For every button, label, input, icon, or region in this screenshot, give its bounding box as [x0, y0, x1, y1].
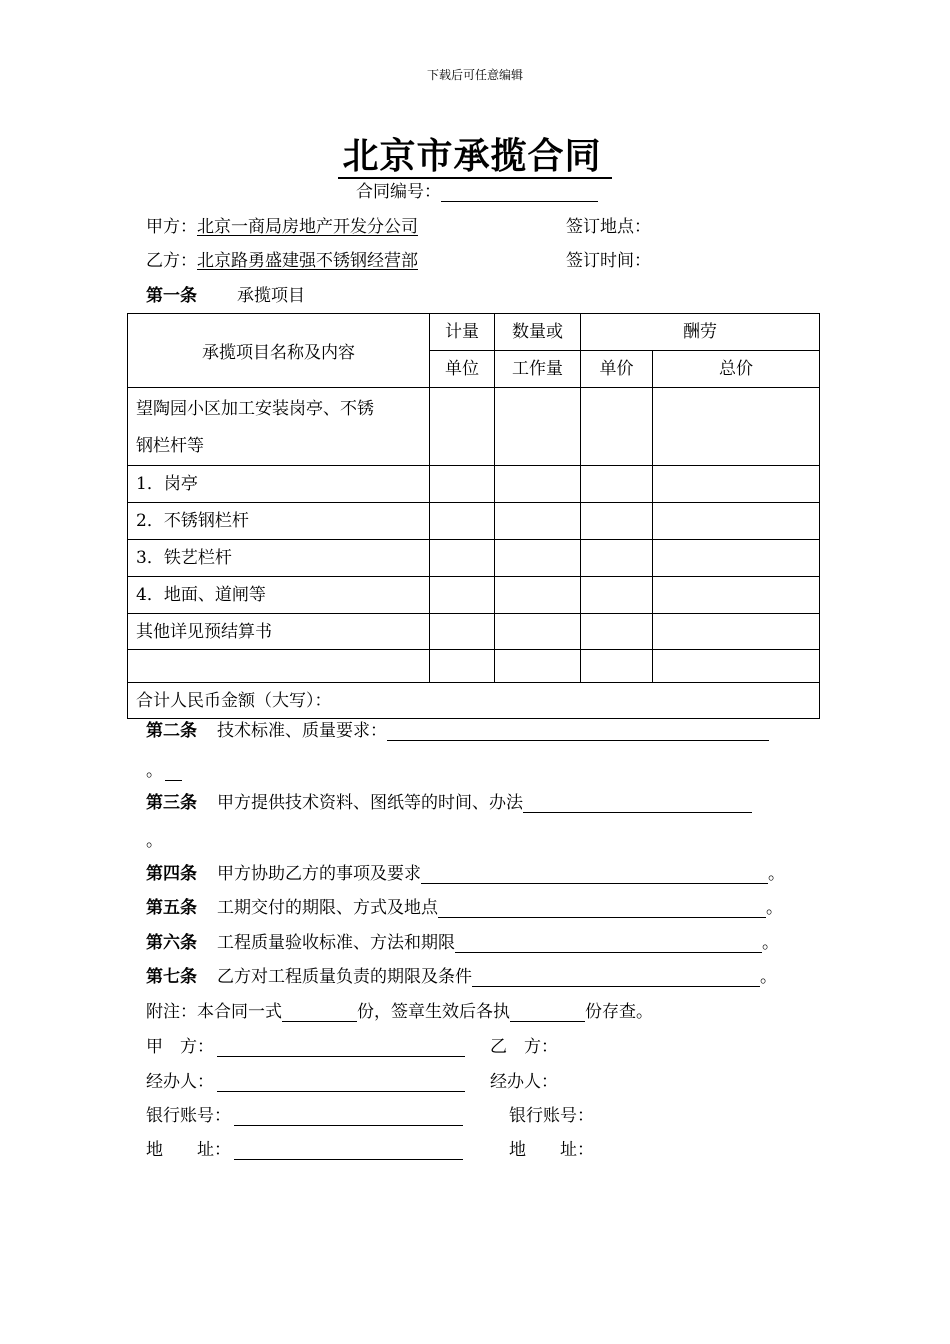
sign-agent-b-label: 经办人：: [490, 1072, 558, 1092]
article-3-field[interactable]: [523, 794, 752, 813]
table-row: [128, 577, 820, 614]
copies-note: [146, 997, 653, 1022]
copies-total-field[interactable]: [282, 1003, 357, 1022]
sign-bank-a-field[interactable]: [234, 1107, 463, 1126]
cell-total[interactable]: [653, 503, 820, 540]
contract-number-label: 合同编号：: [356, 182, 441, 202]
sign-addr-a: [146, 1135, 463, 1160]
sign-addr-b-label: 地 址：: [509, 1140, 594, 1160]
table-row: [128, 614, 820, 650]
item-line: 钢栏杆等: [136, 436, 204, 456]
sign-time-label: 签订时间：: [566, 251, 651, 271]
item-cell: 4．地面、道闸等: [128, 577, 430, 614]
article-1: [146, 281, 305, 306]
cell-unit[interactable]: [430, 577, 495, 614]
article-4: [146, 859, 785, 884]
sign-agent-a: [146, 1067, 465, 1092]
copies-note-part2: 份，签章生效后各执: [357, 1002, 510, 1022]
article-3-period: 。: [146, 831, 163, 851]
total-amount-label: 合计人民币金额（大写）：: [128, 683, 820, 719]
cell-qty[interactable]: [495, 503, 581, 540]
sign-addr-a-field[interactable]: [234, 1141, 463, 1160]
table-row: [128, 503, 820, 540]
cell-total[interactable]: [653, 614, 820, 650]
item-cell[interactable]: [128, 650, 430, 683]
table-row: [128, 683, 820, 719]
cell-price[interactable]: [581, 577, 653, 614]
cell-qty[interactable]: [495, 540, 581, 577]
article-7: [146, 962, 777, 987]
article-5-text: 工期交付的期限、方式及地点: [217, 898, 438, 918]
item-cell: [128, 388, 430, 466]
article-3-text: 甲方提供技术资料、图纸等的时间、办法: [217, 793, 523, 813]
article-7-field[interactable]: [472, 968, 760, 987]
header-total: 总价: [653, 351, 820, 388]
article-6-text: 工程质量验收标准、方法和期限: [217, 933, 455, 953]
article-4-number: 第四条: [146, 864, 197, 884]
cell-qty[interactable]: [495, 614, 581, 650]
item-cell: 2．不锈钢栏杆: [128, 503, 430, 540]
party-b-name: 北京路勇盛建强不锈钢经营部: [197, 251, 418, 271]
article-6: [146, 928, 779, 953]
cell-qty[interactable]: [495, 650, 581, 683]
article-5-field[interactable]: [438, 899, 766, 918]
header-pay: 酬劳: [581, 314, 820, 351]
article-2-text: 技术标准、质量要求：: [217, 721, 387, 741]
cell-qty[interactable]: [495, 577, 581, 614]
article-2-field-cont[interactable]: [165, 762, 182, 781]
contract-number-field[interactable]: [441, 183, 598, 202]
table-row: [128, 466, 820, 503]
cell-unit[interactable]: [430, 540, 495, 577]
article-1-text: 承揽项目: [237, 286, 305, 306]
article-2-end: [146, 756, 182, 781]
sign-party-a: [146, 1032, 465, 1057]
party-b: [146, 246, 418, 271]
cell-unit[interactable]: [430, 614, 495, 650]
sign-party-a-label: 甲 方：: [146, 1037, 214, 1057]
article-5-number: 第五条: [146, 898, 197, 918]
page-title: 北京市承揽合同: [0, 128, 950, 179]
table-row: [128, 650, 820, 683]
item-cell: 1．岗亭: [128, 466, 430, 503]
article-3: [146, 788, 752, 813]
cell-price[interactable]: [581, 614, 653, 650]
cell-total[interactable]: [653, 466, 820, 503]
sign-addr-a-label: 地 址：: [146, 1140, 231, 1160]
sign-agent-a-field[interactable]: [217, 1073, 465, 1092]
article-4-text: 甲方协助乙方的事项及要求: [217, 864, 421, 884]
items-table: [127, 313, 820, 719]
article-6-period: 。: [762, 933, 779, 953]
cell-unit[interactable]: [430, 388, 495, 466]
cell-unit[interactable]: [430, 503, 495, 540]
article-7-period: 。: [760, 967, 777, 987]
party-a: [146, 212, 418, 237]
sign-agent-a-label: 经办人：: [146, 1072, 214, 1092]
header-unit-2: 单位: [430, 351, 495, 388]
article-2-field[interactable]: [387, 722, 769, 741]
cell-total[interactable]: [653, 540, 820, 577]
header-item-name: 承揽项目名称及内容: [128, 314, 430, 388]
cell-price[interactable]: [581, 650, 653, 683]
sign-party-b-label: 乙 方：: [490, 1037, 558, 1057]
cell-total[interactable]: [653, 388, 820, 466]
item-cell: 3．铁艺栏杆: [128, 540, 430, 577]
cell-qty[interactable]: [495, 466, 581, 503]
cell-qty[interactable]: [495, 388, 581, 466]
header-note: 下载后可任意编辑: [426, 68, 523, 82]
cell-unit[interactable]: [430, 650, 495, 683]
sign-place-label: 签订地点：: [566, 217, 651, 237]
article-2: [146, 716, 769, 741]
party-a-name: 北京一商局房地产开发分公司: [197, 217, 418, 237]
copies-note-part3: 份存查。: [585, 1002, 653, 1022]
copies-note-part1: 附注：本合同一式: [146, 1002, 282, 1022]
sign-bank-a: [146, 1101, 463, 1126]
cell-price[interactable]: [581, 466, 653, 503]
article-1-number: 第一条: [146, 286, 197, 306]
cell-price[interactable]: [581, 540, 653, 577]
party-a-label: 甲方：: [146, 217, 197, 237]
header-qty-1: 数量或: [495, 314, 581, 351]
party-b-label: 乙方：: [146, 251, 197, 271]
item-cell: 其他详见预结算书: [128, 614, 430, 650]
article-5: [146, 893, 783, 918]
copies-each-field[interactable]: [510, 1003, 585, 1022]
article-2-period: 。: [146, 761, 163, 781]
article-5-period: 。: [766, 898, 783, 918]
table-row: [128, 388, 820, 466]
header-unit-1: 计量: [430, 314, 495, 351]
sign-bank-a-label: 银行账号：: [146, 1106, 231, 1126]
article-6-number: 第六条: [146, 933, 197, 953]
sign-party-a-field[interactable]: [217, 1038, 465, 1057]
cell-total[interactable]: [653, 650, 820, 683]
sign-bank-b-label: 银行账号：: [509, 1106, 594, 1126]
item-line: 望陶园小区加工安装岗亭、不锈: [136, 399, 374, 419]
article-6-field[interactable]: [455, 934, 762, 953]
article-4-field[interactable]: [421, 865, 768, 884]
header-price: 单价: [581, 351, 653, 388]
cell-price[interactable]: [581, 388, 653, 466]
cell-unit[interactable]: [430, 466, 495, 503]
contract-number: [356, 177, 598, 202]
article-3-number: 第三条: [146, 793, 197, 813]
cell-price[interactable]: [581, 503, 653, 540]
article-2-number: 第二条: [146, 721, 197, 741]
table-row: [128, 540, 820, 577]
header-qty-2: 工作量: [495, 351, 581, 388]
cell-total[interactable]: [653, 577, 820, 614]
article-4-period: 。: [768, 864, 785, 884]
article-7-number: 第七条: [146, 967, 197, 987]
article-7-text: 乙方对工程质量负责的期限及条件: [217, 967, 472, 987]
